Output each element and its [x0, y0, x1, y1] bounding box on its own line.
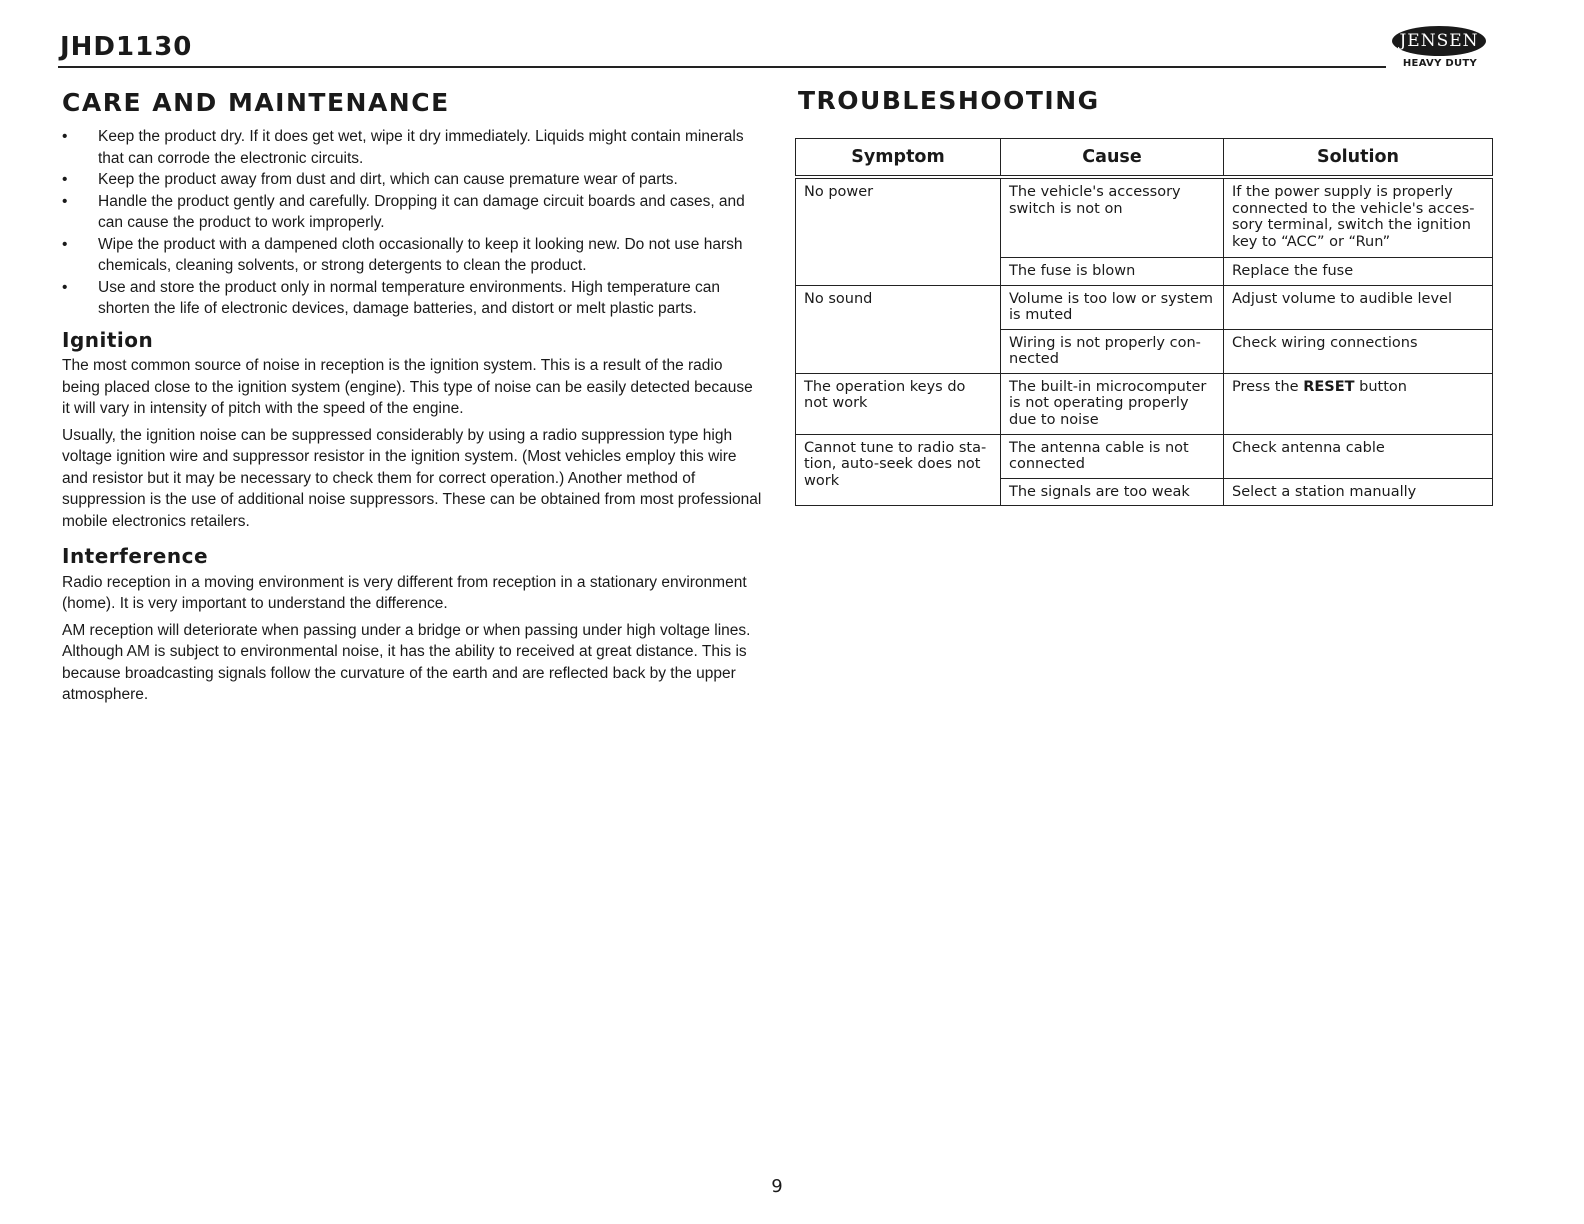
table-header-row: [796, 139, 1493, 178]
solution-cell: Check antenna cable: [1224, 434, 1493, 478]
model-number: JHD1130: [60, 32, 193, 62]
troubleshooting-table: [795, 138, 1493, 506]
cause-cell: The signals are too weak: [1001, 478, 1224, 506]
bullet-icon: •: [62, 278, 68, 296]
interference-paragraph: AM reception will deteriorate when passing under a bridge or when passing under high voltage lines. Although AM is subject to environmental noise, it has the ability to received at great distance. This is because broadcasting signals follow the curvature of the earth and are reflected back by the upper atmosphere.: [62, 621, 751, 703]
cause-cell: The antenna cable is not connected: [1001, 434, 1224, 478]
column-header-symptom: Symptom: [796, 139, 1001, 178]
header-rule: [58, 66, 1386, 68]
bullet-icon: •: [62, 171, 68, 188]
table-row: [796, 285, 1493, 329]
list-item-text: Use and store the product only in normal temperature environments. High temperature can shorten the life of electronic devices, damage batteries, and distort or melt plastic parts.: [98, 278, 721, 317]
bullet-icon: •: [62, 128, 68, 145]
solution-text: button: [1354, 378, 1407, 395]
logo-oval: JENSEN: [1392, 26, 1486, 56]
reset-button-label: RESET: [1303, 378, 1355, 395]
troubleshooting-title: TROUBLESHOOTING: [798, 86, 1100, 115]
list-item-text: Handle the product gently and carefully. Dropping it can damage circuit boards and cases, and can cause the product to work improperly.: [98, 192, 745, 231]
column-header-solution: Solution: [1224, 139, 1493, 178]
cause-cell: The fuse is blown: [1001, 258, 1224, 286]
table-row: [796, 434, 1493, 478]
solution-cell: Adjust volume to audible level: [1224, 285, 1493, 329]
cause-cell: Wiring is not properly con-nected: [1001, 329, 1224, 373]
symptom-cell: Cannot tune to radio sta-tion, auto-seek does not work: [796, 434, 1001, 506]
care-maintenance-title: CARE AND MAINTENANCE: [62, 88, 450, 117]
ignition-paragraph: Usually, the ignition noise can be suppressed considerably by using a radio suppression type high voltage ignition wire and suppressor resistor in the ignition system. (Most vehicles employ this wire and resistor but it may be necessary to check them for correct operation.) Another method of suppression is the use of additional noise suppressors. These can be obtained from most professional mobile electronics retailers.: [62, 426, 762, 530]
table-row: [796, 177, 1493, 258]
solution-cell: Select a station manually: [1224, 478, 1493, 506]
interference-heading: Interference: [62, 544, 209, 568]
solution-cell: Replace the fuse: [1224, 258, 1493, 286]
list-item: [62, 234, 762, 277]
brand-logo: [1390, 24, 1490, 74]
bullet-icon: •: [62, 192, 68, 210]
symptom-cell: The operation keys do not work: [796, 373, 1001, 434]
page-number: 9: [771, 1176, 783, 1197]
solution-cell: If the power supply is properly connected to the vehicle's acces-sory terminal, switch the ignition key to “ACC” or “Run”: [1224, 177, 1493, 258]
list-item-text: Keep the product away from dust and dirt, which can cause premature wear of parts.: [98, 171, 678, 188]
solution-cell: [1224, 373, 1493, 434]
ignition-paragraph: The most common source of noise in reception is the ignition system. This is a result of the radio being placed close to the ignition system (engine). This type of noise can be easily detected because it will vary in intensity of pitch with the speed of the engine.: [62, 357, 753, 417]
logo-subtext: HEAVY DUTY: [1402, 58, 1478, 69]
list-item-text: Keep the product dry. If it does get wet, wipe it dry immediately. Liquids might contain minerals that can corrode the electronic circuits.: [98, 128, 744, 167]
care-bullet-list: [62, 126, 762, 320]
ignition-heading: Ignition: [62, 327, 154, 352]
solution-text: Press the: [1232, 378, 1304, 395]
symptom-cell: No sound: [796, 285, 1001, 373]
column-header-cause: Cause: [1001, 139, 1224, 178]
interference-paragraph: Radio reception in a moving environment is very different from reception in a stationary environment (home). It is very important to understand the difference.: [62, 573, 747, 612]
list-item-text: Wipe the product with a dampened cloth occasionally to keep it looking new. Do not use harsh chemicals, cleaning solvents, or strong detergents to clean the product.: [98, 235, 743, 274]
list-item: [62, 191, 762, 234]
cause-cell: Volume is too low or system is muted: [1001, 285, 1224, 329]
cause-cell: The vehicle's accessory switch is not on: [1001, 177, 1224, 258]
solution-cell: Check wiring connections: [1224, 329, 1493, 373]
cause-cell: The built-in microcomputer is not operating properly due to noise: [1001, 373, 1224, 434]
list-item: [62, 126, 762, 169]
left-column: [62, 126, 762, 711]
table-row: [796, 373, 1493, 434]
list-item: [62, 169, 762, 191]
bullet-icon: •: [62, 235, 68, 253]
symptom-cell: No power: [796, 177, 1001, 285]
list-item: [62, 277, 762, 320]
